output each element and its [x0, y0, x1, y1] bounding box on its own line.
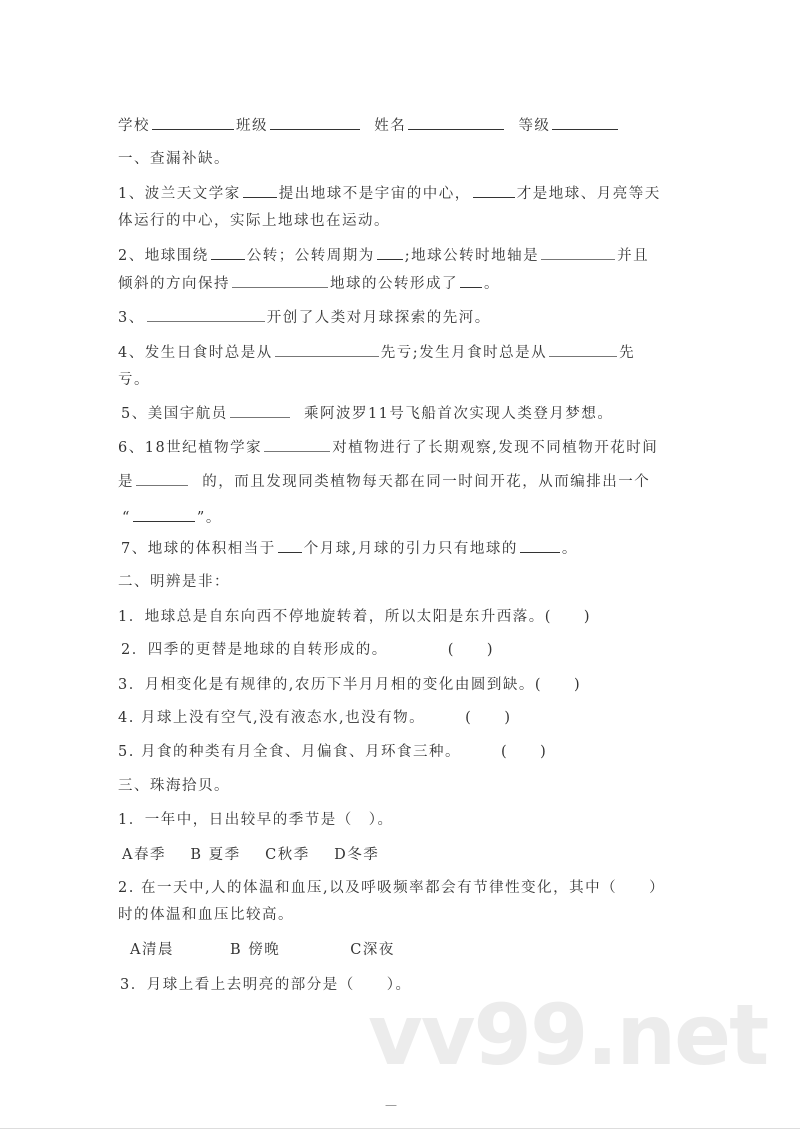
section-3-title: 三、珠海拾贝。 [118, 778, 230, 794]
question-text: ”。 [196, 510, 222, 526]
name-label: 姓名 [374, 118, 407, 134]
blank[interactable] [473, 183, 515, 198]
question-1-2 [118, 245, 649, 266]
blank[interactable] [133, 507, 195, 522]
option-a[interactable]: A清晨 [130, 942, 174, 958]
blank[interactable] [460, 273, 482, 288]
school-label: 学校 [118, 118, 150, 134]
judge-item-2: 2．四季的更替是地球的自转形成的。 [121, 642, 388, 658]
question-text: 乘阿波罗11号飞船首次实现人类登月梦想。 [303, 406, 614, 422]
name-blank[interactable] [408, 115, 504, 130]
blank[interactable] [377, 245, 403, 260]
question-1-5 [121, 403, 613, 424]
judge-item-4: 4. 月球上没有空气,没有液态水,也没有物。 [118, 710, 426, 726]
page-edge [0, 1128, 800, 1129]
question-text: 提出地球不是宇宙的中心， [278, 186, 471, 202]
option-c[interactable]: C深夜 [350, 942, 395, 958]
judge-answer-5[interactable]: ( ) [500, 744, 548, 760]
class-blank[interactable] [270, 115, 360, 130]
question-text: 1、波兰天文学家 [118, 186, 241, 202]
question-text: ;地球公转时地轴是 [404, 248, 540, 264]
blank[interactable] [136, 471, 188, 486]
question-text: 。 [484, 276, 500, 292]
grade-blank[interactable] [552, 115, 618, 130]
blank[interactable] [232, 273, 328, 288]
question-text: 开创了人类对月球探索的先河。 [266, 310, 491, 326]
question-1-6 [118, 437, 658, 458]
judge-item-3: 3．月相变化是有规律的,农历下半月月相的变化由圆到缺。( ) [118, 677, 582, 693]
judge-row-5 [118, 742, 547, 762]
question-1-2-cont [118, 273, 500, 294]
option-c[interactable]: C秋季 [265, 847, 310, 863]
question-1-7 [121, 538, 578, 559]
judge-row-2 [121, 640, 494, 660]
blank[interactable] [230, 403, 290, 418]
question-text: 先 [619, 345, 636, 361]
choice-options-2 [130, 940, 395, 960]
watermark: vv99.net [368, 986, 768, 1084]
choice-options-1 [122, 845, 379, 865]
question-1-4 [118, 342, 635, 363]
blank[interactable] [520, 538, 560, 553]
school-blank[interactable] [152, 115, 234, 130]
choice-question-2: 2. 在一天中,人的体温和血压,以及呼吸频率都会有节律性变化，其中（ ） [118, 880, 666, 896]
question-text: 的，而且发现同类植物每天都在同一时间开花，从而编排出一个 [202, 474, 651, 490]
question-text: 地球的公转形成了 [330, 276, 458, 292]
question-text: 先亏;发生月食时总是从 [380, 345, 548, 361]
option-d[interactable]: D冬季 [334, 847, 380, 863]
option-b[interactable]: B 夏季 [190, 847, 241, 863]
judge-answer-2[interactable]: ( ) [447, 642, 495, 658]
question-text: 2、地球围绕 [118, 248, 209, 264]
question-1-6-cont [118, 471, 650, 492]
judge-item-1: 1．地球总是自东向西不停地旋转着，所以太阳是东升西落。( ) [118, 609, 592, 625]
question-text: 倾斜的方向保持 [118, 276, 230, 292]
grade-label: 等级 [518, 118, 551, 134]
question-text: “ [122, 510, 131, 526]
section-1-title: 一、查漏补缺。 [118, 151, 230, 167]
question-text: 4、发生日食时总是从 [118, 345, 273, 361]
blank[interactable] [549, 342, 617, 357]
question-text: 是 [118, 474, 134, 490]
blank[interactable] [211, 245, 245, 260]
question-text: 对植物进行了长期观察,发现不同植物开花时间 [332, 440, 659, 456]
blank[interactable] [278, 538, 302, 553]
question-1-6-quote [122, 507, 222, 528]
question-1-1 [118, 183, 661, 204]
question-text: 。 [561, 541, 578, 557]
blank[interactable] [147, 307, 265, 322]
judge-answer-4[interactable]: ( ) [465, 710, 512, 726]
judge-row-4 [118, 708, 512, 728]
option-a[interactable]: A春季 [122, 847, 166, 863]
section-2-title: 二、明辨是非： [118, 574, 230, 590]
choice-question-3: 3．月球上看上去明亮的部分是（ ）。 [120, 977, 412, 993]
question-1-4-cont: 亏。 [118, 372, 150, 388]
question-text: 才是地球、月亮等天 [516, 186, 661, 202]
blank[interactable] [541, 245, 615, 260]
page-mark: — [385, 1098, 397, 1112]
blank[interactable] [275, 342, 379, 357]
question-text: 公转；公转周期为 [246, 248, 375, 264]
question-text: 个月球,月球的引力只有地球的 [303, 541, 518, 557]
blank[interactable] [243, 183, 277, 198]
class-label: 班级 [236, 118, 268, 134]
question-text: 5、美国宇航员 [121, 406, 228, 422]
blank[interactable] [264, 437, 330, 452]
question-text: 7、地球的体积相当于 [121, 541, 276, 557]
question-1-3 [118, 307, 491, 328]
question-1-1-cont: 体运行的中心，实际上地球也在运动。 [118, 213, 390, 229]
judge-item-5: 5. 月食的种类有月全食、月偏食、月环食三种。 [118, 744, 461, 760]
question-text: 3、 [118, 310, 145, 326]
question-text: 6、18世纪植物学家 [118, 440, 263, 456]
choice-question-1: 1．一年中，日出较早的季节是（ ）。 [118, 812, 394, 828]
student-info-header [118, 115, 620, 136]
option-b[interactable]: B 傍晚 [229, 942, 281, 958]
choice-question-2-cont: 时的体温和血压比较高。 [118, 907, 294, 923]
question-text: 并且 [617, 248, 650, 264]
